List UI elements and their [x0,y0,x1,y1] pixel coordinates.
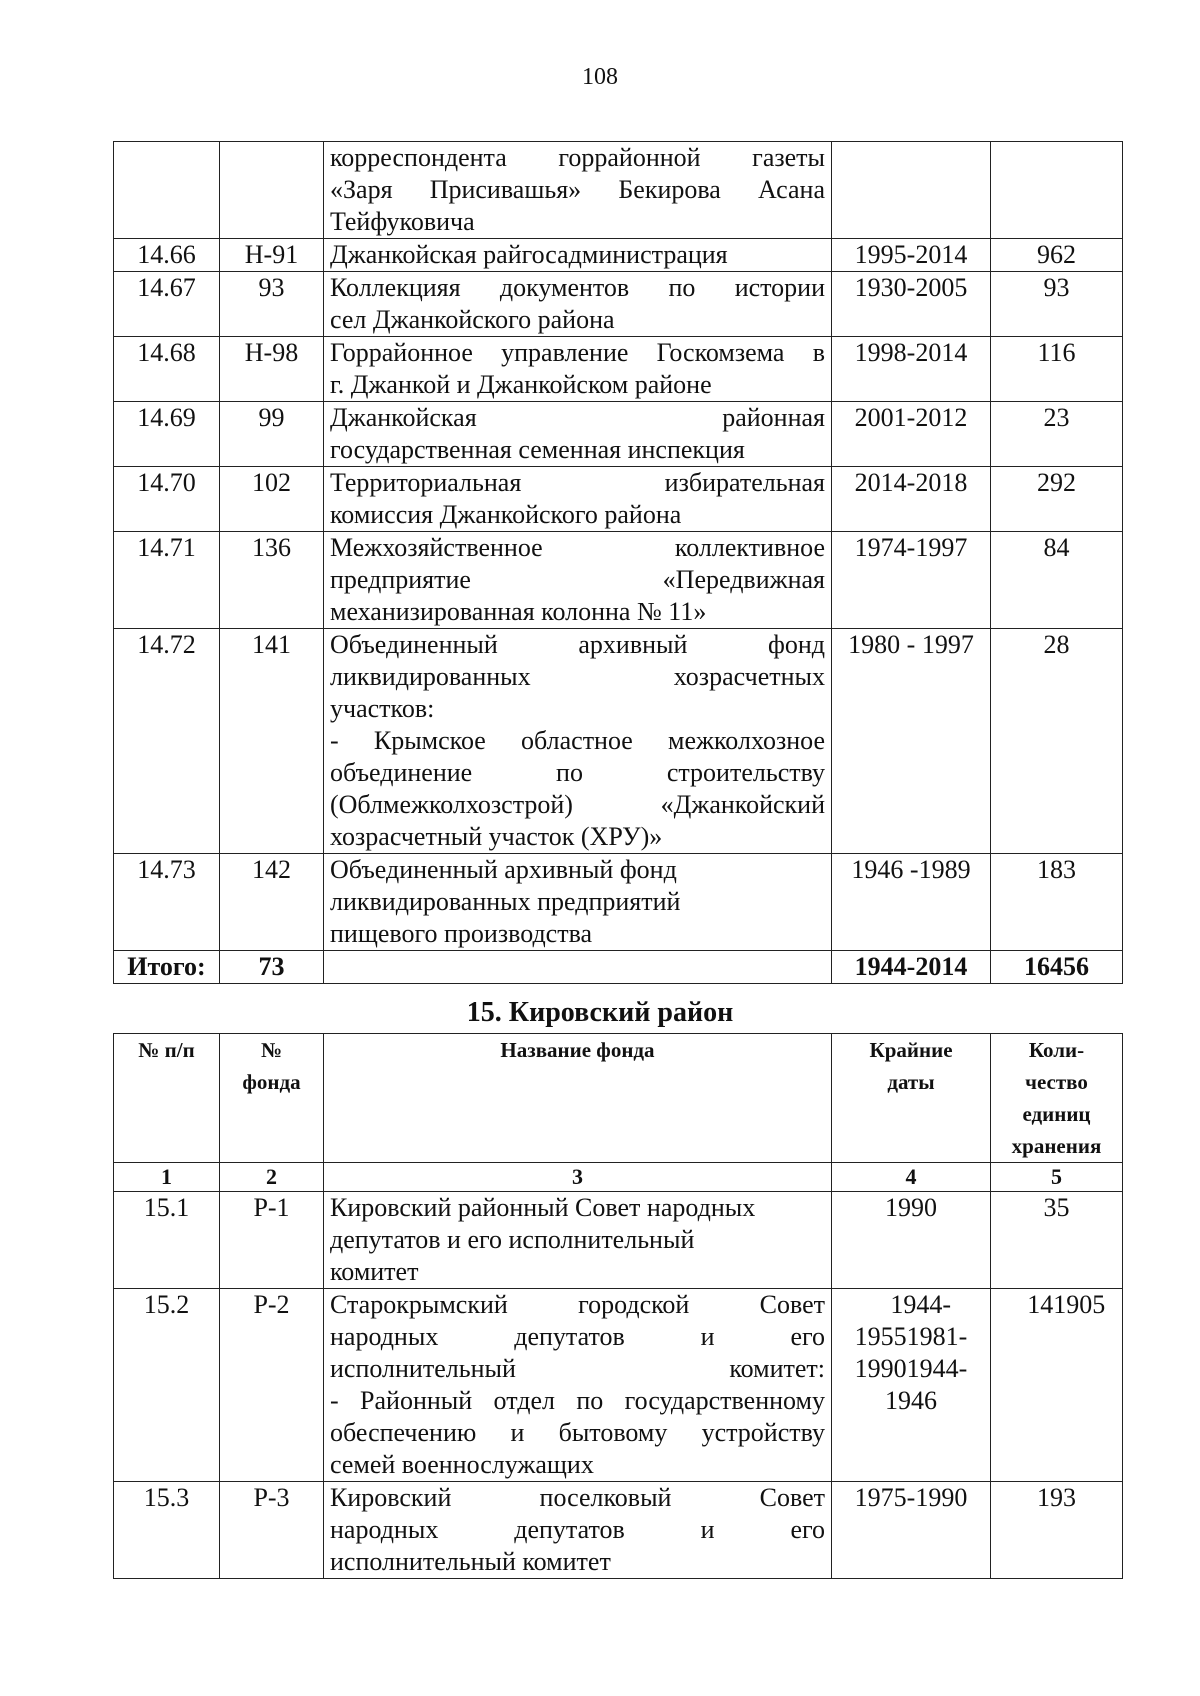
text-line: Кировский районный Совет народных [330,1193,756,1222]
text-line: хранения [1011,1134,1102,1158]
text-line: Коллекцияя документов по истории [330,273,825,302]
row-dates: 2001-2012 [832,402,991,467]
row-num: 15.1 [114,1192,220,1289]
page-number: 108 [582,64,618,90]
row-count: 292 [991,467,1123,532]
row-count: 84 [991,532,1123,629]
row-num: 14.71 [114,532,220,629]
row-fond: 142 [220,854,324,951]
total-label: Итого: [114,951,220,984]
row-name [324,272,832,337]
total-dates: 1944-2014 [832,951,991,984]
header-dates [832,1034,991,1163]
row-fond: Н-91 [220,239,324,272]
table-row [114,1482,1123,1579]
row-dates [832,1482,991,1579]
row-count: 23 [991,402,1123,467]
text-line: механизированная колонна № 11» [330,597,707,626]
col-number: 3 [324,1163,832,1192]
row-name [324,1192,832,1289]
row-fond: Р-3 [220,1482,324,1579]
text-line: государственная семенная инспекция [330,435,745,464]
total-count: 16456 [991,951,1123,984]
table-row [114,272,1123,337]
text-line: объединение по строительству [330,758,825,787]
text-line: народных депутатов и его [330,1515,825,1544]
row-count: 116 [991,337,1123,402]
text-line: предприятие «Передвижная [330,565,825,594]
text-line: 1975-1990 [854,1483,968,1512]
row-dates [832,1289,991,1482]
row-num [114,142,220,239]
table-row [114,337,1123,402]
row-dates: 1974-1997 [832,532,991,629]
table-row [114,1289,1123,1482]
text-line: 190 [1053,1290,1093,1319]
header-count [991,1034,1123,1163]
text-line: комитет [330,1257,419,1286]
text-line: хозрасчетный участок (ХРУ)» [330,822,663,851]
table-row [114,629,1123,854]
row-dates: 1930-2005 [832,272,991,337]
table-row [114,1192,1123,1289]
table-row [114,854,1123,951]
text-line: исполнительный комитет: [330,1354,825,1383]
text-line: (Облмежколхозстрой) «Джанкойский [330,790,825,819]
text-line: исполнительный комитет [330,1547,611,1576]
text-line: Межхозяйственное коллективное [330,533,825,562]
row-num: 14.72 [114,629,220,854]
header-name: Название фонда [324,1034,832,1163]
row-count [991,1289,1123,1482]
table-row [114,142,1123,239]
col-number: 5 [991,1163,1123,1192]
text-line: корреспондента горрайонной газеты [330,143,825,172]
row-count: 28 [991,629,1123,854]
text-line: - Районный отдел по государственному [330,1386,825,1415]
text-line: комиссия Джанкойского района [330,500,682,529]
text-line: Объединенный архивный фонд [330,855,677,884]
row-name [324,629,832,854]
text-line: «Заря Присивашья» Бекирова Асана [330,175,825,204]
table-row [114,532,1123,629]
text-line: - Крымское областное межколхозное [330,726,825,755]
row-fond: 136 [220,532,324,629]
row-fond: Р-2 [220,1289,324,1482]
section-title: 15. Кировский район [466,997,734,1028]
text-line: № [260,1038,283,1062]
text-line: единиц [1022,1102,1091,1126]
row-num: 14.73 [114,854,220,951]
text-line: Старокрымский городской Совет [330,1290,825,1319]
text-line: народных депутатов и его [330,1322,825,1351]
text-line: Крайние [869,1038,953,1062]
text-line: 193 [1037,1483,1076,1512]
row-fond: 102 [220,467,324,532]
fond-table-dzhankoy [113,141,1123,984]
row-count [991,1482,1123,1579]
row-count [991,142,1123,239]
row-dates: 1995-2014 [832,239,991,272]
row-dates: 1998-2014 [832,337,991,402]
row-num: 14.68 [114,337,220,402]
row-count: 93 [991,272,1123,337]
text-line: Джанкойская райгосадминистрация [330,240,728,269]
text-line: даты [887,1070,935,1094]
row-name [324,467,832,532]
row-num: 15.3 [114,1482,220,1579]
text-line: ликвидированных хозрасчетных [330,662,825,691]
row-num: 14.67 [114,272,220,337]
table-row [114,402,1123,467]
row-name [324,337,832,402]
table-row [114,467,1123,532]
text-line: 5 [1092,1290,1106,1319]
total-row [114,951,1123,984]
col-number: 1 [114,1163,220,1192]
text-line: Объединенный архивный фонд [330,630,825,659]
row-dates: 1946 -1989 [832,854,991,951]
text-line: семей военнослужащих [330,1450,594,1479]
table-row [114,239,1123,272]
row-name [324,532,832,629]
text-line: ликвидированных предприятий [330,887,681,916]
text-line: Джанкойская районная [330,403,825,432]
row-num: 14.70 [114,467,220,532]
text-line: 1990 [885,1193,937,1222]
row-count: 962 [991,239,1123,272]
text-line: 35 [1043,1193,1070,1222]
row-num: 14.69 [114,402,220,467]
row-name [324,1289,832,1482]
row-num: 14.66 [114,239,220,272]
text-line: сел Джанкойского района [330,305,615,334]
text-line: пищевого производства [330,919,593,948]
text-line: Горрайонное управление Госкомзема в [330,338,825,367]
table-header-row [114,1034,1123,1163]
row-dates: 2014-2018 [832,467,991,532]
row-fond: 93 [220,272,324,337]
text-line: Тейфуковича [330,207,475,236]
row-count: 183 [991,854,1123,951]
text-line: Коли- [1028,1038,1085,1062]
row-fond: Р-1 [220,1192,324,1289]
row-fond: 99 [220,402,324,467]
col-number: 2 [220,1163,324,1192]
text-line: 1944-1946 [885,1354,968,1415]
row-name [324,402,832,467]
text-line: чество [1025,1070,1088,1094]
row-name [324,854,832,951]
text-line: обеспечению и бытовому устройству [330,1418,825,1447]
header-num: № п/п [114,1034,220,1163]
fond-table-kirovsky [113,1033,1123,1579]
text-line: Кировский поселковый Совет [330,1483,825,1512]
header-fond [220,1034,324,1163]
text-line: г. Джанкой и Джанкойском районе [330,370,712,399]
total-fond: 73 [220,951,324,984]
row-count [991,1192,1123,1289]
row-name [324,142,832,239]
row-name [324,1482,832,1579]
row-fond: Н-98 [220,337,324,402]
col-number: 4 [832,1163,991,1192]
row-num: 15.2 [114,1289,220,1482]
row-name [324,239,832,272]
row-dates: 1980 - 1997 [832,629,991,854]
text-line: депутатов и его исполнительный [330,1225,695,1254]
row-dates [832,1192,991,1289]
text-line: Территориальная избирательная [330,468,825,497]
text-line: фонда [242,1070,301,1094]
row-dates [832,142,991,239]
text-line: участков: [330,694,435,723]
column-number-row [114,1163,1123,1192]
text-line: 1944-1955 [854,1290,952,1351]
text-line: 1981-1990 [854,1322,968,1383]
row-fond: 141 [220,629,324,854]
row-fond [220,142,324,239]
text-line: 14 [1027,1290,1054,1319]
total-name [324,951,832,984]
